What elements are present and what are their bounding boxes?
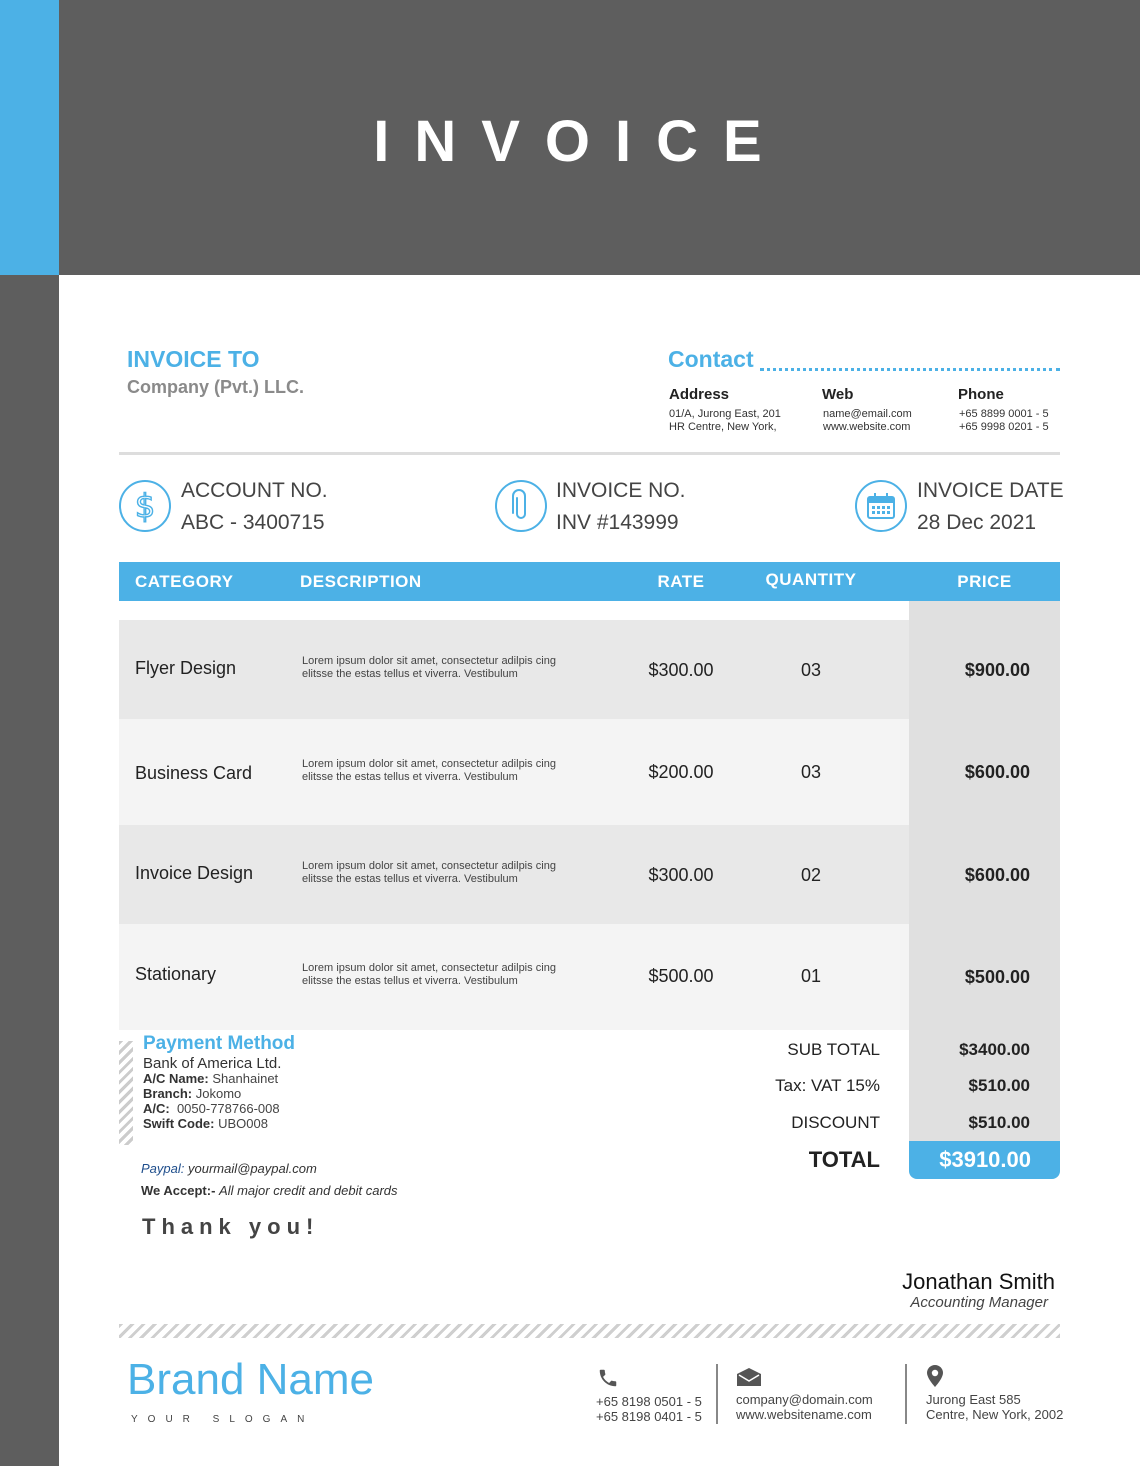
table-row: [119, 620, 909, 719]
col-header-quantity: QUANTITY: [765, 570, 857, 589]
paperclip-icon: [495, 480, 547, 532]
footer-hatch-decoration: [119, 1324, 1060, 1338]
row-quantity: 03: [800, 762, 822, 782]
row-price: $900.00: [964, 660, 1030, 680]
row-category: Stationary: [135, 964, 217, 984]
footer-phone-1: +65 8198 0501 - 5: [596, 1394, 702, 1409]
account-value: ABC - 3400715: [181, 511, 325, 534]
row-description: Lorem ipsum dolor sit amet, consectetur adilpis cing elitsse the estas tellus et viverra. Vestibulum: [302, 758, 556, 783]
envelope-icon: [736, 1367, 762, 1392]
ac-number-line: A/C: 0050-778766-008: [143, 1101, 280, 1116]
web-email[interactable]: name@email.com: [823, 408, 912, 420]
dollar-icon: [119, 480, 171, 532]
thank-you-text: Thank you!: [142, 1214, 320, 1239]
footer-email[interactable]: company@domain.com: [736, 1392, 873, 1407]
footer-divider: [905, 1364, 907, 1424]
discount-value: $510.00: [968, 1113, 1030, 1132]
row-quantity: 01: [800, 966, 822, 986]
row-price: $600.00: [964, 865, 1030, 885]
row-description: Lorem ipsum dolor sit amet, consectetur adilpis cing elitsse the estas tellus et viverra. Vestibulum: [302, 962, 556, 987]
row-category: Flyer Design: [135, 658, 237, 678]
bank-name: Bank of America Ltd.: [143, 1055, 282, 1072]
accept-line: We Accept:- All major credit and debit cards: [141, 1183, 398, 1198]
brand-name: Brand Name: [127, 1355, 375, 1404]
contact-label: Contact: [668, 346, 754, 372]
row-category: Invoice Design: [135, 863, 254, 883]
row-price: $500.00: [964, 967, 1030, 987]
phone-label: Phone: [958, 386, 1004, 403]
col-header-price: PRICE: [957, 572, 1012, 591]
footer-divider: [716, 1364, 718, 1424]
discount-label: DISCOUNT: [791, 1113, 880, 1132]
col-header-category: CATEGORY: [135, 572, 234, 591]
signatory-name: Jonathan Smith: [902, 1269, 1055, 1294]
address-label: Address: [669, 386, 730, 403]
subtotal-label: SUB TOTAL: [787, 1040, 880, 1059]
section-divider: [119, 452, 1060, 455]
branch-line: Branch: Jokomo: [143, 1086, 242, 1101]
company-name: Company (Pvt.) LLC.: [127, 377, 305, 397]
row-rate: $300.00: [648, 865, 714, 885]
phone-line-1: +65 8899 0001 - 5: [959, 408, 1049, 420]
tax-label: Tax: VAT 15%: [775, 1076, 880, 1095]
subtotal-value: $3400.00: [959, 1040, 1030, 1059]
total-value: $3910.00: [939, 1147, 1031, 1172]
row-rate: $500.00: [648, 966, 714, 986]
footer-address-1: Jurong East 585: [926, 1392, 1021, 1407]
location-pin-icon: [926, 1364, 944, 1393]
page-title: INVOICE: [373, 109, 787, 174]
address-line-2: HR Centre, New York,: [669, 421, 777, 433]
brand-slogan: YOUR SLOGAN: [131, 1414, 315, 1425]
footer-address-2: Centre, New York, 2002: [926, 1407, 1064, 1422]
left-sidebar-bar: [0, 275, 59, 1466]
invoice-no-label: INVOICE NO.: [556, 479, 686, 502]
table-row: [119, 924, 909, 1030]
account-label: ACCOUNT NO.: [181, 479, 328, 502]
svg-text:$: $: [134, 488, 156, 524]
table-row: [119, 719, 909, 825]
invoice-date-label: INVOICE DATE: [917, 479, 1064, 502]
payment-hatch-decoration: [119, 1041, 133, 1145]
row-quantity: 02: [800, 865, 822, 885]
total-label: TOTAL: [808, 1147, 880, 1172]
web-label: Web: [822, 386, 854, 403]
swift-line: Swift Code: UBO008: [143, 1116, 268, 1131]
phone-icon: [597, 1367, 619, 1394]
phone-line-2: +65 9998 0201 - 5: [959, 421, 1049, 433]
contact-dotted-line: [760, 354, 1060, 371]
row-rate: $300.00: [648, 660, 714, 680]
table-row: [119, 825, 909, 924]
row-price: $600.00: [964, 762, 1030, 782]
tax-value: $510.00: [968, 1076, 1030, 1095]
paypal-line: Paypal: yourmail@paypal.com: [141, 1161, 317, 1176]
address-line-1: 01/A, Jurong East, 201: [669, 408, 781, 420]
invoice-to-label: INVOICE TO: [127, 346, 260, 372]
table-header: [119, 562, 1060, 601]
web-url[interactable]: www.website.com: [823, 421, 911, 433]
payment-method-title: Payment Method: [143, 1033, 296, 1054]
row-description: Lorem ipsum dolor sit amet, consectetur adilpis cing elitsse the estas tellus et viverra. Vestibulum: [302, 860, 556, 885]
row-rate: $200.00: [648, 762, 714, 782]
invoice-no-value: INV #143999: [556, 511, 679, 534]
col-header-rate: RATE: [657, 572, 705, 591]
calendar-icon: [855, 480, 907, 532]
row-quantity: 03: [800, 660, 822, 680]
row-description: Lorem ipsum dolor sit amet, consectetur adilpis cing elitsse the estas tellus et viverra. Vestibulum: [302, 655, 556, 680]
footer-website[interactable]: www.websitename.com: [736, 1407, 872, 1422]
signatory-role: Accounting Manager: [910, 1294, 1048, 1311]
invoice-date-value: 28 Dec 2021: [917, 511, 1037, 534]
col-header-description: DESCRIPTION: [300, 572, 422, 591]
footer-phone-2: +65 8198 0401 - 5: [596, 1409, 702, 1424]
row-category: Business Card: [135, 763, 253, 783]
ac-name-line: A/C Name: Shanhainet: [143, 1071, 279, 1086]
